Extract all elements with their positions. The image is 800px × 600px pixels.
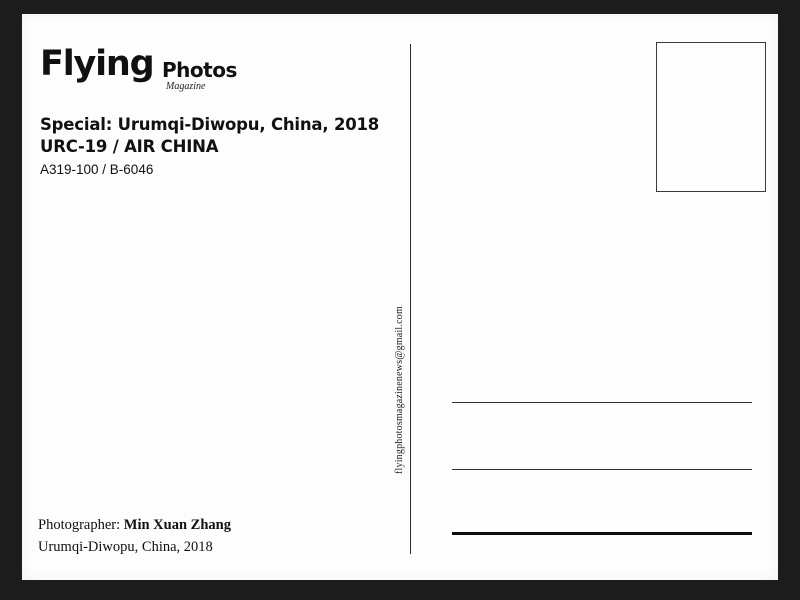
flying-photos-logo xyxy=(40,44,270,104)
logo-word-magazine: Magazine xyxy=(166,81,206,92)
stamp-box xyxy=(656,42,766,192)
caption-block xyxy=(40,114,460,180)
address-line-2 xyxy=(452,469,752,470)
address-line-1 xyxy=(452,402,752,403)
photographer-line xyxy=(38,514,378,536)
photographer-location: Urumqi-Diwopu, China, 2018 xyxy=(38,539,213,555)
caption-aircraft-registration-line: A319-100 / B-6046 xyxy=(40,162,154,177)
center-divider-line xyxy=(410,44,411,554)
photographer-label: Photographer: xyxy=(38,517,124,533)
logo-word-flying: Flying xyxy=(40,44,154,84)
contact-email-vertical: flyingphotosmagazinenews@gmail.com xyxy=(394,306,405,474)
photographer-name: Min Xuan Zhang xyxy=(123,517,231,533)
address-line-3 xyxy=(452,532,752,535)
logo-word-photos: Photos xyxy=(162,58,237,82)
postcard-back xyxy=(22,14,778,580)
photographer-credit xyxy=(38,514,378,558)
caption-airport-airline-line: URC-19 / AIR CHINA xyxy=(40,137,219,156)
caption-special-line: Special: Urumqi-Diwopu, China, 2018 xyxy=(40,115,380,134)
